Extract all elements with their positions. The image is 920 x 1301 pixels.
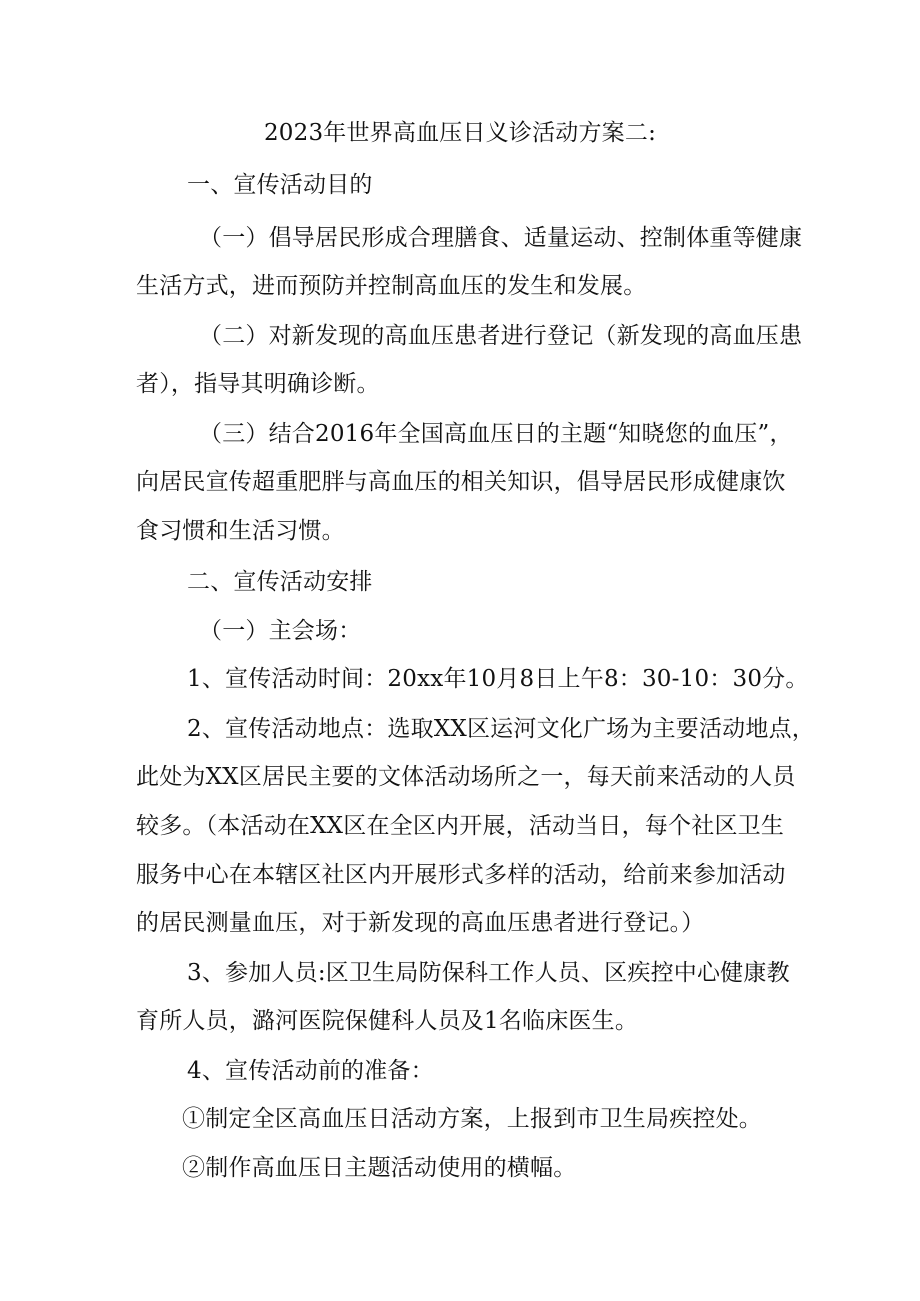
paragraph-line: 者），指导其明确诊断。 <box>136 371 380 397</box>
paragraph-line: 向居民宣传超重肥胖与高血压的相关知识，倡导居民形成健康饮 <box>136 469 786 495</box>
paragraph-line: 服务中心在本辖区社区内开展形式多样的活动，给前来参加活动 <box>136 862 786 888</box>
paragraph-line: 的居民测量血压，对于新发现的高血压患者进行登记。） <box>136 910 705 936</box>
paragraph-line: 育所人员，潞河医院保健科人员及1名临床医生。 <box>136 1008 639 1034</box>
paragraph-line: 1、宣传活动时间：20xx年10月8日上午8：30-10：30分。 <box>187 666 809 692</box>
subsection-heading: （一）主会场： <box>199 618 362 644</box>
paragraph-line: 2、宣传活动地点：选取XX区运河文化广场为主要活动地点， <box>187 716 815 742</box>
list-item: ①制定全区高血压日活动方案，上报到市卫生局疾控处。 <box>182 1106 762 1132</box>
section-heading-2: 二、宣传活动安排 <box>187 569 373 595</box>
paragraph-line: 此处为XX区居民主要的文体活动场所之一，每天前来活动的人员 <box>136 764 796 790</box>
paragraph-line: 3、参加人员:区卫生局防保科工作人员、区疾控中心健康教 <box>187 960 790 986</box>
section-heading-1: 一、宣传活动目的 <box>187 172 373 198</box>
paragraph-line: 食习惯和生活习惯。 <box>136 518 345 544</box>
paragraph-line: 生活方式，进而预防并控制高血压的发生和发展。 <box>136 273 647 299</box>
paragraph-line: （三）结合2016年全国高血压日的主题“知晓您的血压”， <box>199 421 793 447</box>
paragraph-line: （二）对新发现的高血压患者进行登记（新发现的高血压患 <box>199 323 803 349</box>
paragraph-line: 4、宣传活动前的准备： <box>187 1058 434 1084</box>
document-title: 2023年世界高血压日义诊活动方案二: <box>263 120 657 146</box>
paragraph-line: （一）倡导居民形成合理膳食、适量运动、控制体重等健康 <box>199 225 803 251</box>
list-item: ②制作高血压日主题活动使用的横幅。 <box>182 1155 577 1181</box>
paragraph-line: 较多。（本活动在XX区在全区内开展，活动当日，每个社区卫生 <box>136 813 785 839</box>
